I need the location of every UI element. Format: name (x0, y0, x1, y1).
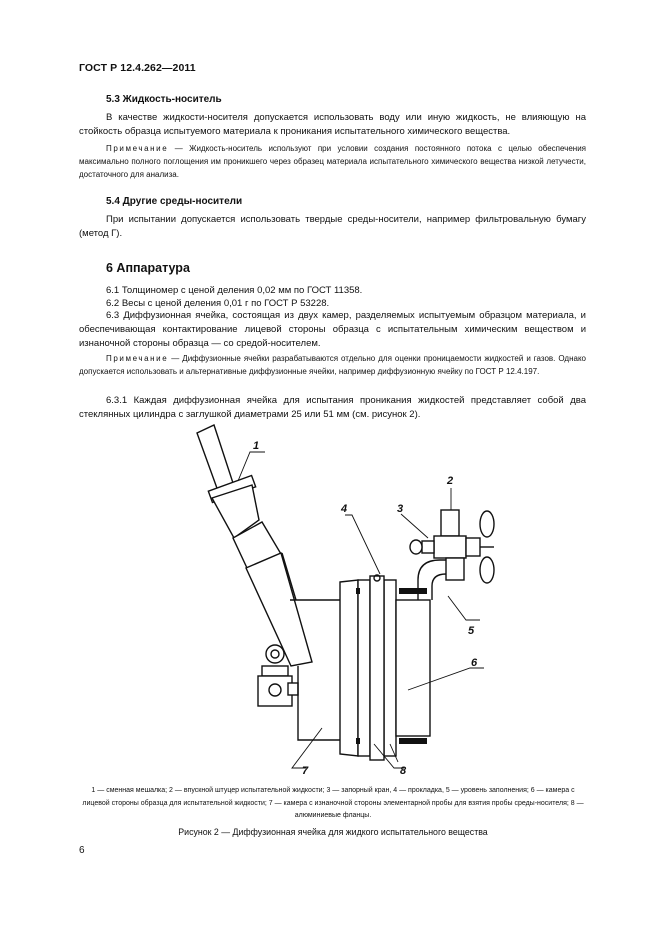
section-5-3-paragraph: В качестве жидкости-носителя допускается использовать воду или иную жидкость, не влияющую на стойкость образца испытуемого материала к проникания испытательного химического вещества. (79, 112, 586, 137)
clause-6-1: 6.1 Толщиномер с ценой деления 0,02 мм по ГОСТ 11358. (106, 285, 363, 296)
label-2: 2 (447, 475, 454, 487)
label-3: 3 (397, 503, 404, 515)
label-1: 1 (253, 440, 260, 452)
clause-6-2: 6.2 Весы с ценой деления 0,01 г по ГОСТ Р 53228. (106, 298, 330, 309)
figure-caption: Рисунок 2 — Диффузионная ячейка для жидкого испытательного вещества (178, 827, 488, 837)
figure-legend: 1 — сменная мешалка; 2 — впускной штуцер испытательной жидкости; 3 — запорный кран, 4 — прокладка, 5 — уровень заполнения; 6 — камера с лицевой стороны образца для испытательной жидкости; 7 — камера с изнаночной стороны элементарной пробы для взятия пробы среды-носителя; 8 — алюминиевые фланцы. (82, 787, 584, 819)
label-6: 6 (471, 657, 478, 669)
note-text: — Диффузионные ячейки разрабатываются отдельно для оценки проницаемости жидкостей и газов. Однако допускается использовать и альтернативные диффузионные ячейки, например диффузионную ячейку по ГОСТ Р 12.4.197. (79, 354, 586, 376)
section-5-4-title: 5.4 Другие среды-носители (106, 196, 243, 207)
label-5: 5 (468, 625, 475, 637)
label-8: 8 (400, 765, 407, 777)
note-text: — Жидкость-носитель используют при условии создания постоянного потока с целью обеспечения максимально полного поглощения им проникшего через образец материала испытательного химического вещества низкой летучести, достаточного для анализа. (79, 144, 586, 179)
page-number: 6 (79, 845, 85, 856)
document-header: ГОСТ Р 12.4.262—2011 (79, 62, 196, 74)
section-6-title: 6 Аппаратура (106, 261, 190, 275)
section-5-3-title: 5.3 Жидкость-носитель (106, 94, 222, 105)
note-label: Примечание (106, 144, 169, 153)
label-7: 7 (302, 765, 309, 777)
section-5-4-paragraph: При испытании допускается использовать твердые среды-носители, например фильтровальную бумагу (метод Г). (79, 214, 586, 239)
note-label: Примечание (106, 354, 169, 363)
label-4: 4 (341, 503, 348, 515)
clause-6-3: 6.3 Диффузионная ячейка, состоящая из двух камер, разделяемых испытуемым образцом материала, и обеспечивающая контактирование лицевой стороны образца с испытательным химическим веществом и изнаночной стороны образца — со средой-носителем. (79, 310, 586, 349)
clause-6-3-1: 6.3.1 Каждая диффузионная ячейка для испытания проникания жидкостей представляет собой два стеклянных цилиндра с заглушкой диаметрами 25 или 51 мм (см. рисунок 2). (79, 395, 586, 420)
